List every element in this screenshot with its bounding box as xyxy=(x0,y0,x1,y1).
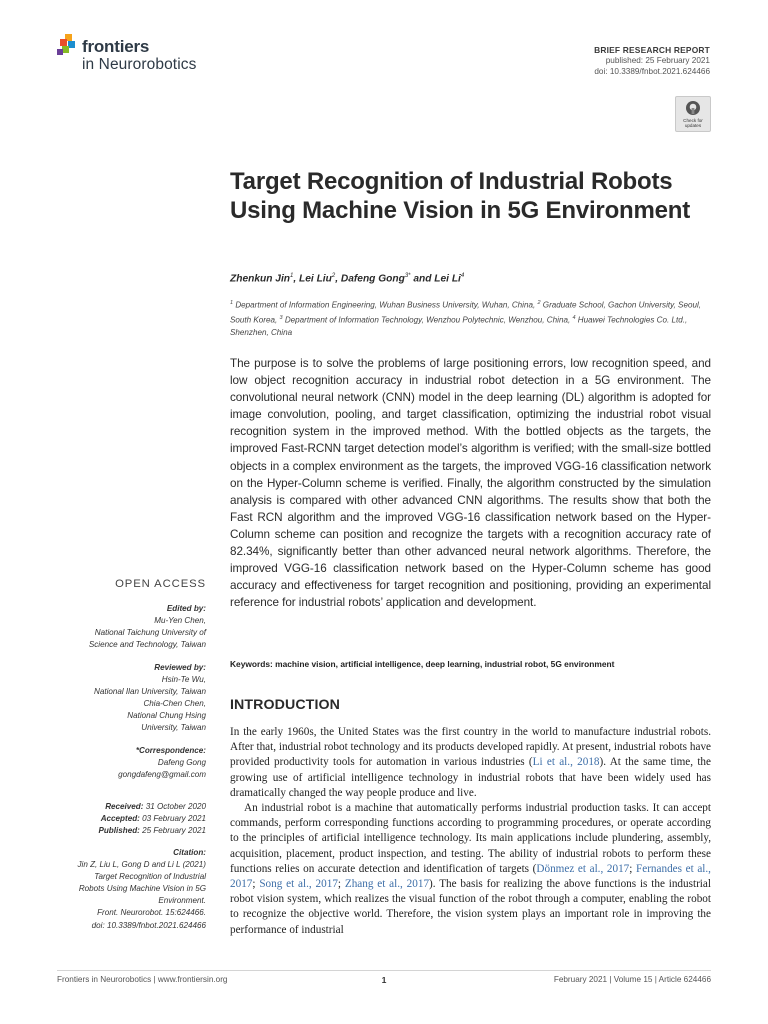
citation-link[interactable]: Dönmez et al., 2017 xyxy=(536,862,630,875)
article-title: Target Recognition of Industrial Robots Using Machine Vision in 5G Environment xyxy=(230,168,691,224)
accepted-label: Accepted: xyxy=(100,814,140,824)
author-name[interactable]: Lei Li xyxy=(434,273,461,285)
reviewer-affiliation: National Ilan University, Taiwan xyxy=(93,687,206,697)
affiliation: Department of Information Engineering, Wuhan Business University, Wuhan, China, xyxy=(235,300,538,310)
editor-affiliation: Science and Technology, Taiwan xyxy=(88,640,206,650)
reviewer-affiliation: University, Taiwan xyxy=(141,723,206,733)
published-label: Published: xyxy=(98,826,140,836)
check-for-updates-badge[interactable] xyxy=(675,96,711,132)
published-row xyxy=(50,825,206,837)
citation-line: Robots Using Machine Vision in 5G xyxy=(78,884,206,894)
article-type: BRIEF RESEARCH REPORT xyxy=(594,45,710,55)
correspondence-email[interactable]: gongdafeng@gmail.com xyxy=(118,770,206,780)
dates-block xyxy=(50,801,206,837)
citation-block xyxy=(50,847,206,932)
frontiers-logo-mark-icon xyxy=(57,34,79,58)
open-access-label: OPEN ACCESS xyxy=(115,578,206,590)
citation-link[interactable]: Zhang et al., 2017 xyxy=(344,878,430,891)
footer-divider xyxy=(57,970,711,971)
received-date: 31 October 2020 xyxy=(145,802,206,811)
section-heading-introduction: INTRODUCTION xyxy=(230,697,340,713)
logo-wordmark: frontiers xyxy=(82,37,150,56)
received-label: Received: xyxy=(105,802,144,811)
footer-issue-info: February 2021 | Volume 15 | Article 624466 xyxy=(553,975,711,984)
author-separator: and xyxy=(410,273,435,285)
author-list xyxy=(230,273,464,284)
check-for-updates-label: Check for updates xyxy=(683,118,703,128)
reviewer-name[interactable]: Hsin-Te Wu, xyxy=(161,675,206,685)
published-date-sidebar: 25 February 2021 xyxy=(142,826,206,836)
published-date: published: 25 February 2021 xyxy=(605,56,710,65)
doi[interactable]: doi: 10.3389/fnbot.2021.624466 xyxy=(594,67,710,76)
affiliation: Department of Information Technology, Wenzhou Polytechnic, Wenzhou, China, xyxy=(284,315,573,325)
crossmark-icon xyxy=(685,100,701,116)
editor-affiliation: National Taichung University of xyxy=(94,628,206,638)
citation-line: Front. Neurorobot. 15:624466. xyxy=(97,908,206,918)
author-affil-marker: 3* xyxy=(404,273,411,279)
author-affil-marker: 4 xyxy=(460,273,465,279)
correspondence-block xyxy=(50,745,206,781)
editor-name[interactable]: Mu-Yen Chen, xyxy=(154,616,206,626)
keywords-label: Keywords: xyxy=(230,659,273,669)
affiliation: Graduate School, Gachon University, Seoul, South Korea, xyxy=(230,300,702,325)
frontiers-logo[interactable] xyxy=(57,34,227,78)
affil-marker: 3 xyxy=(279,315,283,322)
reviewer-affiliation: National Chung Hsing xyxy=(127,711,206,721)
reviewed-by-label: Reviewed by: xyxy=(154,663,206,672)
citation-line: Jin Z, Liu L, Gong D and Li L (2021) xyxy=(77,860,206,870)
page-number: 1 xyxy=(381,975,387,985)
edited-by-label: Edited by: xyxy=(166,604,206,613)
citation-label: Citation: xyxy=(173,848,206,857)
affiliations xyxy=(230,297,712,340)
edited-by-block xyxy=(50,603,206,651)
correspondence-name: Dafeng Gong xyxy=(157,758,206,768)
author-name[interactable]: Dafeng Gong xyxy=(340,273,405,285)
affiliation: Huawei Technologies Co. Ltd., Shenzhen, China xyxy=(230,315,688,338)
citation-link[interactable]: Song et al., 2017 xyxy=(259,878,338,891)
author-name[interactable]: Lei Liu xyxy=(299,273,332,285)
citation-line: Environment. xyxy=(158,896,206,906)
correspondence-label: *Correspondence: xyxy=(135,746,206,755)
author-affil-marker: 1 xyxy=(290,273,294,279)
abstract: The purpose is to solve the problems of large positioning errors, low recognition speed, and low object recognition accuracy in industrial robot detection in a 5G environment. The convolutional neural network (CNN) model in the deep learning (DL) algorithm is adopted for image convolution, pooling, and target classification, optimizing the industrial robot visual recognition system in the improved method. With the bottled objects as the targets, the improved Fast-RCNN target detection model’s algorithm is verified; with the small-size bottled objects in a complex environment as the targets, the improved VGG-16 classification network on the Hyper-Column scheme is verified. Finally, the algorithm constructed by the simulation analysis is compared with other advanced CNN algorithms. The results show that both the Fast RCN algorithm and the improved VGG-16 classification network based on the Hyper-Column scheme can position and recognize the targets with a recognition accuracy rate of 82.34%, significantly better than other advanced neural network algorithms. Therefore, the improved VGG-16 classification network based on the Hyper-Column scheme has good accuracy and effectiveness for target recognition and positioning, providing an experimental reference for industrial robots’ application and development. xyxy=(230,357,711,610)
affil-marker: 2 xyxy=(537,300,541,306)
affil-marker: 1 xyxy=(230,300,234,306)
citation-doi[interactable]: doi: 10.3389/fnbot.2021.624466 xyxy=(91,920,206,930)
accepted-row xyxy=(50,813,206,825)
received-row xyxy=(50,801,206,813)
author-separator: , xyxy=(335,273,341,285)
author-separator: , xyxy=(293,273,300,285)
reviewer-name[interactable]: Chia-Chen Chen, xyxy=(143,699,206,709)
affil-marker: 4 xyxy=(572,315,576,322)
footer-journal-link[interactable]: Frontiers in Neurorobotics | www.frontiersin.org xyxy=(57,975,228,984)
author-name[interactable]: Zhenkun Jin xyxy=(230,273,290,285)
citation-link[interactable]: Fernandes et al., 2017 xyxy=(230,862,711,891)
citation-link[interactable]: Li et al., 2018 xyxy=(532,756,600,769)
keywords xyxy=(230,659,711,669)
author-affil-marker: 2 xyxy=(331,273,336,279)
citation-line: Target Recognition of Industrial xyxy=(94,872,206,882)
accepted-date: 03 February 2021 xyxy=(142,814,206,824)
body-paragraph: An industrial robot is a machine that automatically performs industrial production tasks. It can accept commands, perform corresponding functions according to programming procedures, or operate according to the principles of artificial intelligence technology. Its main applications include plundering, assembly, acquisition, placement, product inspection, and testing. The ability of industrial robots to perform these functions relies on accurate detection and identification of targets (Dönmez et al., 2017; Fernandes et al., 2017; Song et al., 2017; Zhang et al., 2017). The basis for realizing the above functions is the industrial robot vision system, which realizes the visual function of the robot through a computer, enabling the robot to recognize the objective world. Therefore, the vision system plays an important role in improving the performance of industrial xyxy=(230,802,711,936)
reviewed-by-block xyxy=(50,662,206,735)
body-paragraph: In the early 1960s, the United States was the first country in the world to manufacture industrial robots. After that, industrial robot technology and its products developed rapidly. At present, industrial robots have provided productivity tools for automation in various industries (Li et al., 2018). At the same time, the growing use of artificial intelligence technology in industrial robots that have been widely used has dramatically changed the way people produce and live. xyxy=(230,726,711,799)
logo-journal-name: in Neurorobotics xyxy=(82,56,197,73)
introduction-body xyxy=(230,725,711,938)
keywords-list: machine vision, artificial intelligence, deep learning, industrial robot, 5G environment xyxy=(275,659,615,669)
